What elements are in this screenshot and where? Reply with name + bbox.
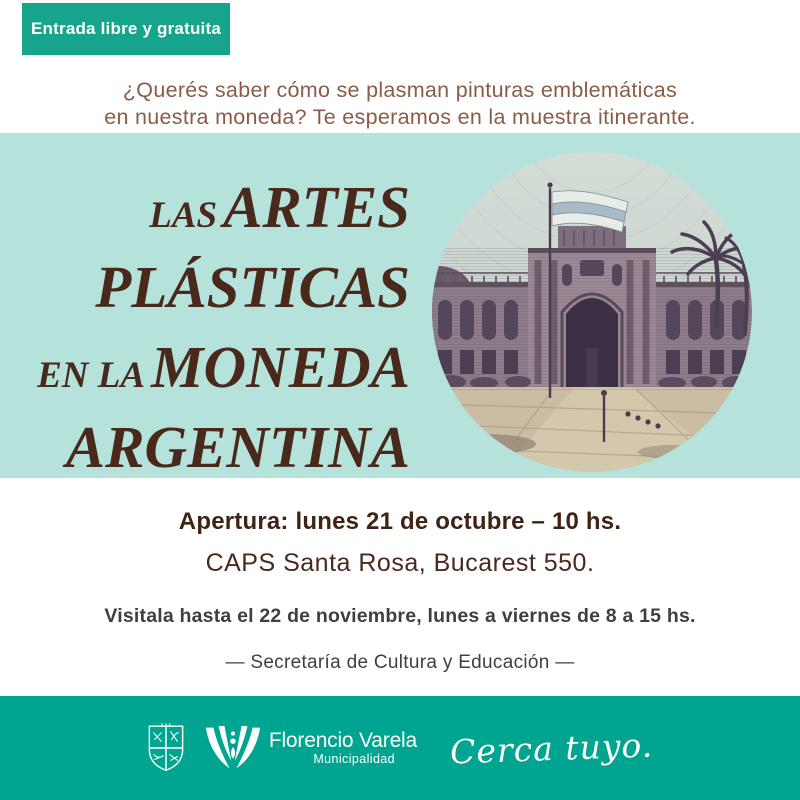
intro-line-1: ¿Querés saber cómo se plasman pinturas emblemáticas [122,78,678,102]
florencio-varela-leaves-logo-icon [205,725,261,771]
organizer-name: — Secretaría de Cultura y Educación — [225,652,575,673]
title-line-3 [37,335,410,415]
title-banner [0,133,800,478]
title-line-2 [37,255,410,335]
municipality-subtitle: Municipalidad [313,752,395,766]
florencio-varela-logo [205,725,417,771]
exhibition-dates: Visitala hasta el 22 de noviembre, lunes a viernes de 8 a 15 hs. [104,605,696,627]
title-artes: ARTES [223,174,410,240]
intro-line-2: en nuestra moneda? Te esperamos en la muestra itinerante. [104,105,696,129]
title-line-1 [37,175,410,255]
intro-text [0,77,800,131]
exhibition-title [37,175,410,495]
opening-date: Apertura: lunes 21 de octubre – 10 hs. [178,508,622,535]
title-plasticas: PLÁSTICAS [95,254,410,320]
banknote-casa-rosada-image [432,152,752,472]
title-moneda: MONEDA [151,334,410,400]
free-entry-badge: Entrada libre y gratuita [22,3,230,55]
title-en-la: EN LA [37,355,145,396]
slogan-script: Cerca tuyo. [449,724,654,772]
title-line-4 [37,415,410,495]
municipality-name: Florencio Varela [268,729,417,752]
title-argentina: ARGENTINA [65,414,410,480]
casa-rosada-engraving-icon [432,152,752,472]
footer-bar [0,696,800,800]
venue-address: CAPS Santa Rosa, Bucarest 550. [205,549,595,577]
municipal-crest-icon [147,722,185,774]
municipality-wordmark [269,730,417,766]
title-las: LAS [149,195,218,236]
